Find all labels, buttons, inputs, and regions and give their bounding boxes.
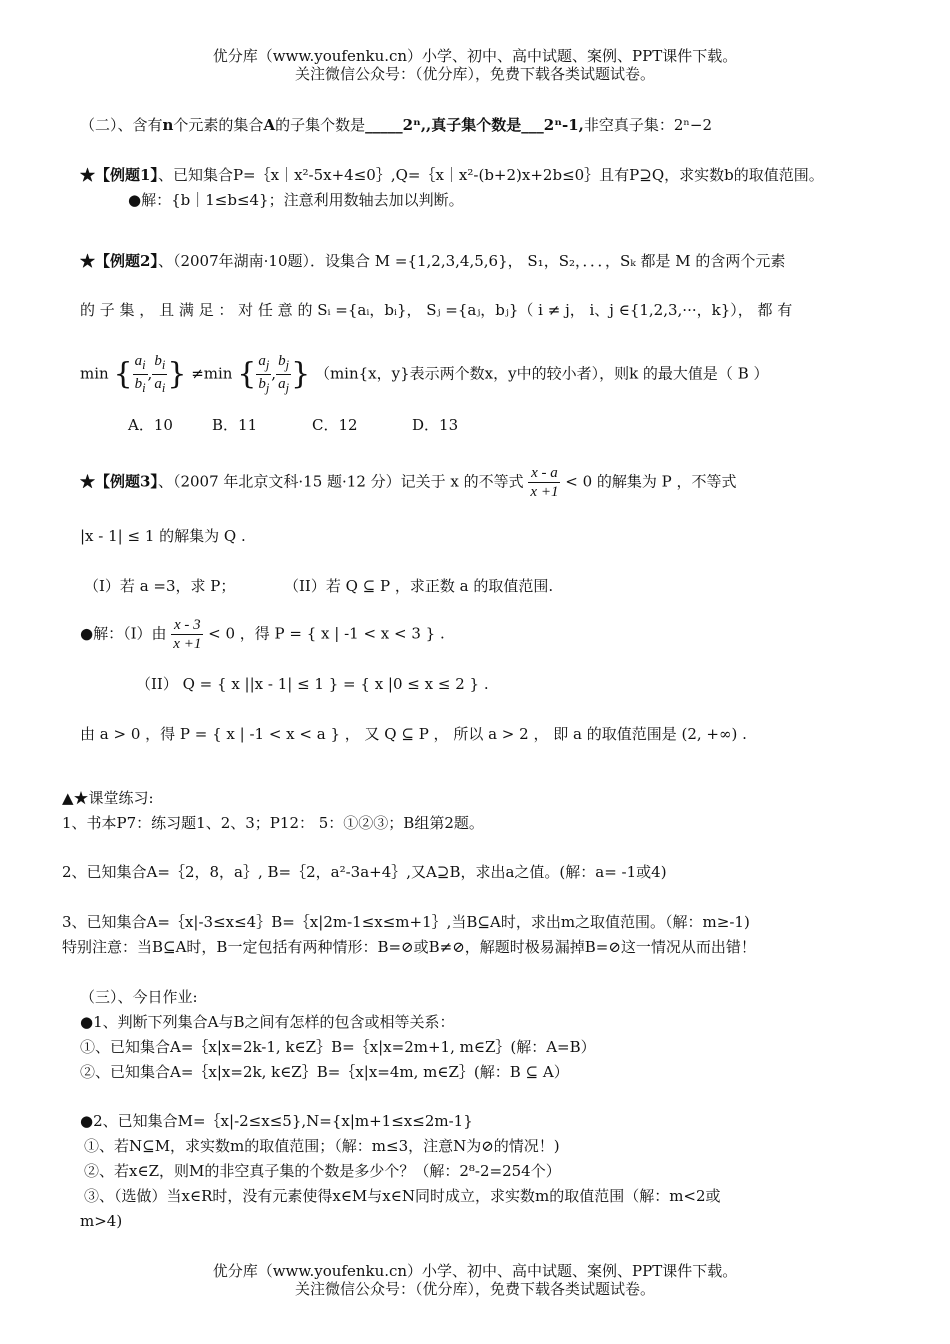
homework-item-2: ●2、已知集合M=｛x|-2≤x≤5},N={x|m+1≤x≤2m-1} <box>80 1112 473 1130</box>
homework-item-2a: ①、若N⊆M，求实数m的取值范围；（解：m≤3，注意N为⊘的情况！) <box>84 1137 560 1155</box>
homework-title: （三）、今日作业: <box>80 988 198 1006</box>
page-footer <box>0 1262 950 1298</box>
solution-text-1: < 0 ，得 P = { x | -1 < x < 3 } . <box>208 624 445 643</box>
example-1-label: ★【例题1】 <box>80 166 158 184</box>
footer-line-1: 优分库（www.youfenku.cn）小学、初中、高中试题、案例、PPT课件下载。 <box>212 1262 738 1280</box>
example-2-line-2: 的 子 集 ， 且 满 足 ： 对 任 意 的 Sᵢ ={aᵢ，bᵢ}， Sⱼ ={aⱼ，bⱼ}（ i ≠ j， i、j ∈{1,2,3,···，k}）， 都 有 <box>80 301 793 319</box>
example-3-text-a: 、（2007 年北京文科·15 题·12 分）记关于 x 的不等式 <box>157 472 524 491</box>
example-3-solution-2: （II） Q = { x ||x - 1| ≤ 1 } = { x |0 ≤ x ≤ 2 } . <box>136 675 489 693</box>
question-i: （I）若 a =3，求 P； <box>84 577 236 595</box>
homework-item-2c: ③、（选做）当x∈R时，没有元素使得x∈M与x∈N同时成立，求实数m的取值范围（解：m<2或 <box>84 1187 721 1205</box>
example-3-label: ★【例题3】 <box>80 472 158 491</box>
example-2-label: ★【例题2】 <box>80 252 158 270</box>
example-3-line-2: |x - 1| ≤ 1 的解集为 Q . <box>80 527 246 545</box>
section-two-line <box>80 115 712 135</box>
example-1-text: 、已知集合P=｛x｜x²-5x+4≤0｝,Q=｛x｜x²-(b+2)x+2b≤0｝且有P⊇Q，求实数b的取值范围。 <box>157 166 824 184</box>
set-a-symbol: A <box>263 116 276 134</box>
example-2-text-1: 、（2007年湖南·10题）．设集合 M ={1,2,3,4,5,6}， S₁，S₂，．．．，Sₖ 都是 M 的含两个元素 <box>157 252 786 270</box>
section-two-text-c: 的子集个数是 <box>275 116 366 134</box>
example-3-questions <box>84 576 553 596</box>
section-two-text-b: 个元素的集合 <box>173 116 264 134</box>
option-a: A．10 <box>128 416 173 434</box>
example-2-line-1 <box>80 251 785 271</box>
footer-line-2: 关注微信公众号：（优分库），免费下载各类试题试卷。 <box>294 1280 655 1298</box>
example-1-question <box>80 165 824 185</box>
nonempty-proper-subset-answer: 非空真子集：2ⁿ−2 <box>583 116 713 134</box>
header-line-2: 关注微信公众号：（优分库），免费下载各类试题试卷。 <box>294 65 655 83</box>
example-2-options <box>128 415 458 435</box>
homework-item-1a: ①、已知集合A=｛x|x=2k-1, k∈Z｝B=｛x|x=2m+1, m∈Z｝(解：A=B） <box>80 1038 596 1056</box>
question-ii: （II）若 Q ⊆ P ，求正数 a 的取值范围. <box>284 577 554 595</box>
min-word-1: min <box>80 364 109 383</box>
example-3-solution-1 <box>80 616 445 653</box>
solution-fraction <box>171 616 203 653</box>
n-symbol: n <box>162 116 174 134</box>
fraction-denominator: x +1 <box>530 484 559 500</box>
example-2-line-3: min { $\frac{a_i}{b_i}$ , $\frac{b_i}{a_i}$ } ≠min { $\frac{a_j}{b_j}$ , $\frac{b_j}{a_j}$ } （min{x，y}表示两个数x，y中的较小者），则k 的最大值是（ B ） <box>80 353 769 395</box>
example-2-text-3: （min{x，y}表示两个数x，y中的较小者），则k 的最大值是（ B ） <box>314 364 769 383</box>
option-b: B．11 <box>212 416 258 434</box>
page-header <box>0 47 950 83</box>
example-1-solution: ●解：{b｜1≤b≤4}；注意利用数轴去加以判断。 <box>128 191 464 209</box>
practice-note: 特别注意：当B⊆A时，B一定包括有两种情形：B=⊘或B≠⊘，解题时极易漏掉B=⊘这一情况从而出错！ <box>62 938 756 956</box>
homework-item-2b: ②、若x∈Z，则M的非空真子集的个数是多少个？（解：2⁸-2=254个） <box>84 1162 561 1180</box>
example-3-line-1 <box>80 464 737 501</box>
option-d: D．13 <box>412 416 459 434</box>
solution-fraction-denominator: x +1 <box>173 636 202 652</box>
section-two-text-d: ,真子集个数是 <box>426 116 522 134</box>
homework-item-1b: ②、已知集合A=｛x|x=2k, k∈Z｝B=｛x|x=4m, m∈Z｝(解：B ⊆ A） <box>80 1063 569 1081</box>
not-equal-min: ≠min <box>191 364 233 383</box>
practice-item-2: 2、已知集合A=｛2，8，a｝, B=｛2，a²-3a+4｝,又A⊇B，求出a之值。(解：a= -1或4) <box>62 863 667 881</box>
proper-subset-count-answer: ___2ⁿ-1, <box>521 116 584 134</box>
section-two-text-a: （二）、含有 <box>80 116 163 134</box>
example-3-solution-3: 由 a > 0 ，得 P = { x | -1 < x < a } ， 又 Q ⊆ P ， 所以 a > 2 ， 即 a 的取值范围是 (2, +∞) . <box>80 725 747 743</box>
homework-item-1: ●1、判断下列集合A与B之间有怎样的包含或相等关系： <box>80 1013 455 1031</box>
header-line-1: 优分库（www.youfenku.cn）小学、初中、高中试题、案例、PPT课件下载。 <box>212 47 738 65</box>
homework-item-2c-continued: m>4) <box>80 1212 123 1230</box>
solution-fraction-numerator: x - 3 <box>171 616 203 635</box>
fraction-numerator: x - a <box>528 464 560 483</box>
example-3-text-b: < 0 的解集为 P ，不等式 <box>565 472 737 491</box>
solution-label: ●解：（I）由 <box>80 624 167 643</box>
inequality-fraction <box>528 464 560 501</box>
practice-title: ▲★课堂练习: <box>62 789 154 807</box>
subset-count-answer: _____2ⁿ, <box>365 116 427 134</box>
practice-item-3: 3、已知集合A=｛x|-3≤x≤4｝B=｛x|2m-1≤x≤m+1｝,当B⊆A时，求出m之取值范围。（解：m≥-1) <box>62 913 750 931</box>
practice-item-1: 1、书本P7：练习题1、2、3；P12： 5：①②③；B组第2题。 <box>62 814 484 832</box>
option-c: C．12 <box>312 416 358 434</box>
